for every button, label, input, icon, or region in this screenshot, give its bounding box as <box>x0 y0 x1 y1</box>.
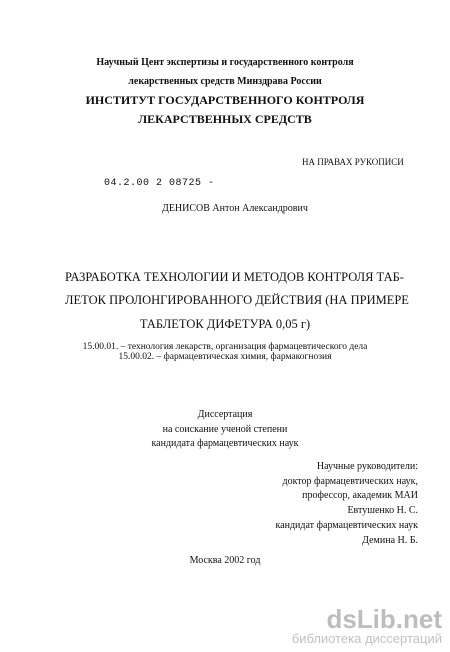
header-institute-line2: ЛЕКАРСТВЕННЫХ СРЕДСТВ <box>138 112 312 126</box>
watermark-subtitle: библиотека диссертаций <box>291 631 442 646</box>
supervisor1-degree: доктор фармацевтических наук, <box>282 476 418 487</box>
manuscript-rights-label: НА ПРАВАХ РУКОПИСИ <box>302 157 404 167</box>
site-watermark <box>292 606 442 646</box>
degree-line3: кандидата фармацевтических наук <box>151 438 299 449</box>
registration-number: 04.2.00 2 08725 - <box>104 178 215 189</box>
supervisor1-name: Евтушенко Н. С. <box>347 505 418 516</box>
specialty-line2: 15.00.02. – фармацевтическая химия, фармакогнозия <box>118 352 332 362</box>
author-name: ДЕНИСОВ Антон Александрович <box>162 203 308 214</box>
degree-line2: на соискание ученой степени <box>162 424 288 435</box>
degree-line1: Диссертация <box>197 409 253 420</box>
title-line2: ЛЕТОК ПРОЛОНГИРОВАННОГО ДЕЙСТВИЯ (НА ПРИМЕРЕ <box>65 293 409 307</box>
supervisor1-title: профессор, академик МАИ <box>302 490 418 501</box>
title-line1: РАЗРАБОТКА ТЕХНОЛОГИИ И МЕТОДОВ КОНТРОЛЯ ТАБ- <box>65 270 404 284</box>
supervisor2-name: Демина Н. Б. <box>362 535 418 546</box>
supervisors-heading: Научные руководители: <box>316 461 418 472</box>
watermark-logo: dsLib.net <box>326 604 442 634</box>
header-organization-line1: Научный Цент экспертизы и государственного контроля <box>96 57 354 68</box>
header-institute-line1: ИНСТИТУТ ГОСУДАРСТВЕННОГО КОНТРОЛЯ <box>85 93 365 107</box>
supervisor2-degree: кандидат фармацевтических наук <box>275 520 418 531</box>
title-line3: ТАБЛЕТОК ДИФЕТУРА 0,05 г) <box>139 317 311 331</box>
header-organization-line2: лекарственных средств Минздрава России <box>128 76 322 87</box>
specialty-line1: 15.00.01. – технология лекарств, организация фармацевтического дела <box>82 342 368 352</box>
city-year: Москва 2002 год <box>189 555 261 566</box>
